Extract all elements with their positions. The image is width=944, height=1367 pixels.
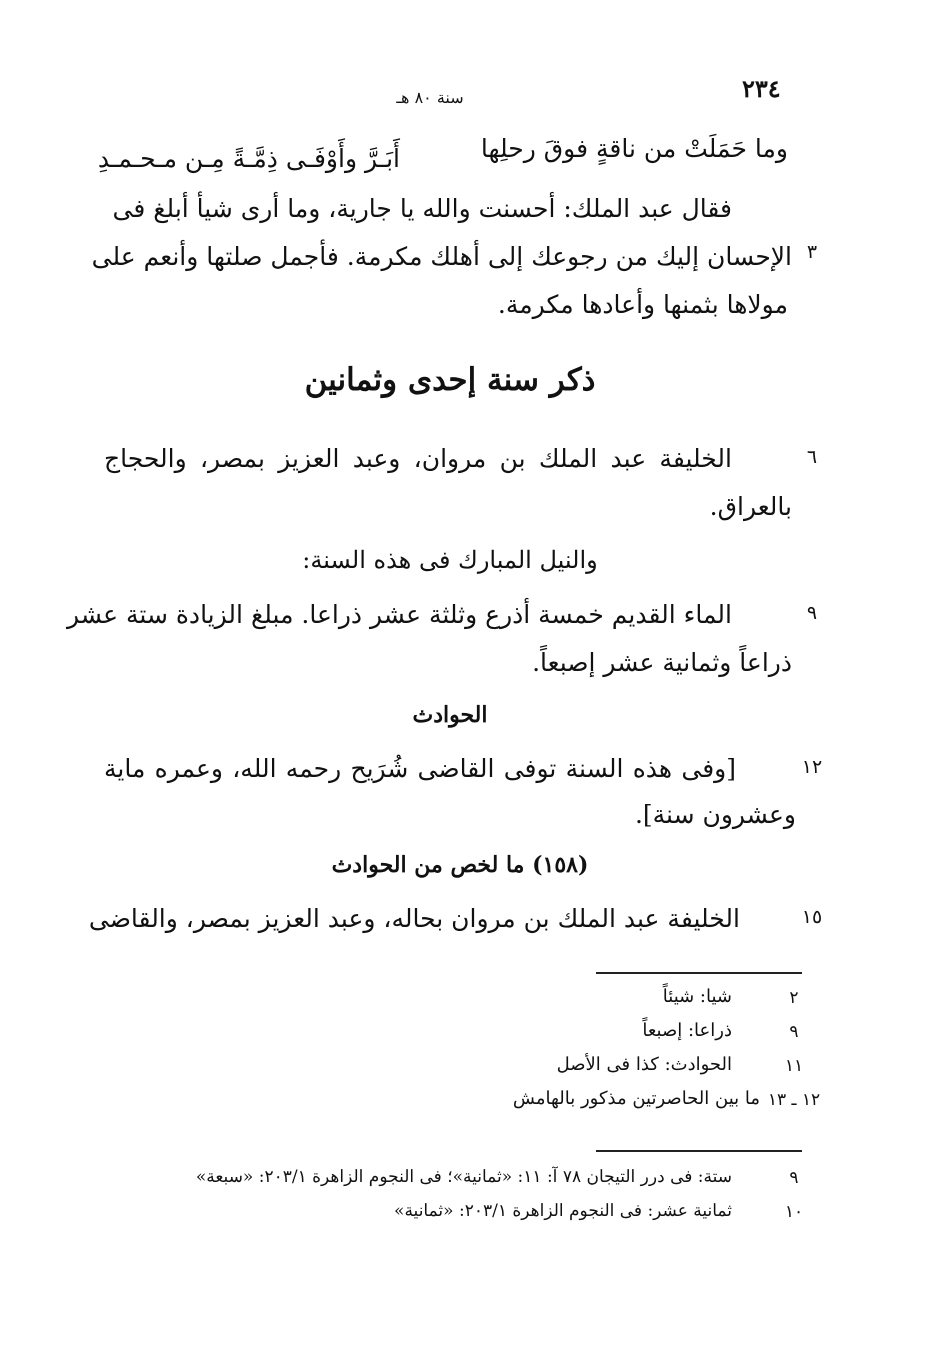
line-number: ١٥ <box>801 906 823 928</box>
paragraph-line: بالعراق. <box>709 492 792 521</box>
line-number: ٩ <box>806 602 818 624</box>
line-number: ١٢ <box>801 756 823 778</box>
footnote-text: ذراعا: إصبعاً <box>642 1020 732 1041</box>
footnote-rule <box>596 972 802 974</box>
paragraph-line: الخليفة عبد الملك بن مروان، وعبد العزيز بمصر، والحجاج <box>104 444 732 473</box>
nile-intro: والنيل المبارك فى هذه السنة: <box>302 546 598 574</box>
verse-left-hemistich: أَبَـرَّ وأَوْفَـى ذِمَّـةً مِـن مـحـمـدِ <box>97 144 400 173</box>
footnote-ref: ٢ <box>789 988 799 1008</box>
footnote-ref: ١٢ ـ ١٣ <box>767 1090 821 1110</box>
footnote-ref: ٩ <box>789 1168 799 1188</box>
footnote-ref: ١١ <box>784 1056 804 1076</box>
footnote-ref: ١٠ <box>784 1202 804 1222</box>
footnote-text: ما بين الحاصرتين مذكور بالهامش <box>512 1088 760 1109</box>
paragraph-line: [وفى هذه السنة توفى القاضى شُرَيح رحمه الله، وعمره ماية <box>104 754 736 783</box>
footnote-text: ثمانية عشر: فى النجوم الزاهرة ٢٠٣/١: «ثمانية» <box>394 1201 732 1221</box>
paragraph-line: الخليفة عبد الملك بن مروان بحاله، وعبد العزيز بمصر، والقاضى <box>88 904 740 933</box>
paragraph-line: وعشرون سنة]. <box>634 800 796 829</box>
paragraph-line: مولاها بثمنها وأعادها مكرمة. <box>497 290 788 319</box>
footnote-text: الحوادث: كذا فى الأصل <box>556 1054 732 1075</box>
paragraph-line: ذراعاً وثمانية عشر إصبعاً. <box>532 648 792 677</box>
line-number: ٣ <box>806 241 818 263</box>
events-heading: الحوادث <box>412 702 488 728</box>
summary-heading: (١٥٨) ما لخص من الحوادث <box>331 852 589 878</box>
paragraph-line: الماء القديم خمسة أذرع وثلثة عشر ذراعا. مبلغ الزيادة ستة عشر <box>67 600 732 629</box>
section-title: ذكر سنة إحدى وثمانين <box>304 362 596 398</box>
footnote-text: شيا: شيئاً <box>662 986 732 1007</box>
paragraph-line: فقال عبد الملك: أحسنت والله يا جارية، وما أرى شيأ أبلغ فى <box>112 194 732 223</box>
running-head: سنة ٨٠ هـ <box>396 88 464 107</box>
footnote-ref: ٩ <box>789 1022 799 1042</box>
footnote-rule <box>596 1150 802 1152</box>
paragraph-line: الإحسان إليك من رجوعك إلى أهلك مكرمة. فأجمل صلتها وأنعم على <box>91 242 792 271</box>
footnote-text: ستة: فى درر التيجان ٧٨ آ: ١١: «ثمانية»؛ فى النجوم الزاهرة ٢٠٣/١: «سبعة» <box>195 1167 732 1187</box>
page-number: ٢٣٤ <box>742 74 781 103</box>
verse-right-hemistich: وما حَمَلَتْ من ناقةٍ فوقَ رحلِها <box>480 134 788 163</box>
line-number: ٦ <box>806 446 818 468</box>
